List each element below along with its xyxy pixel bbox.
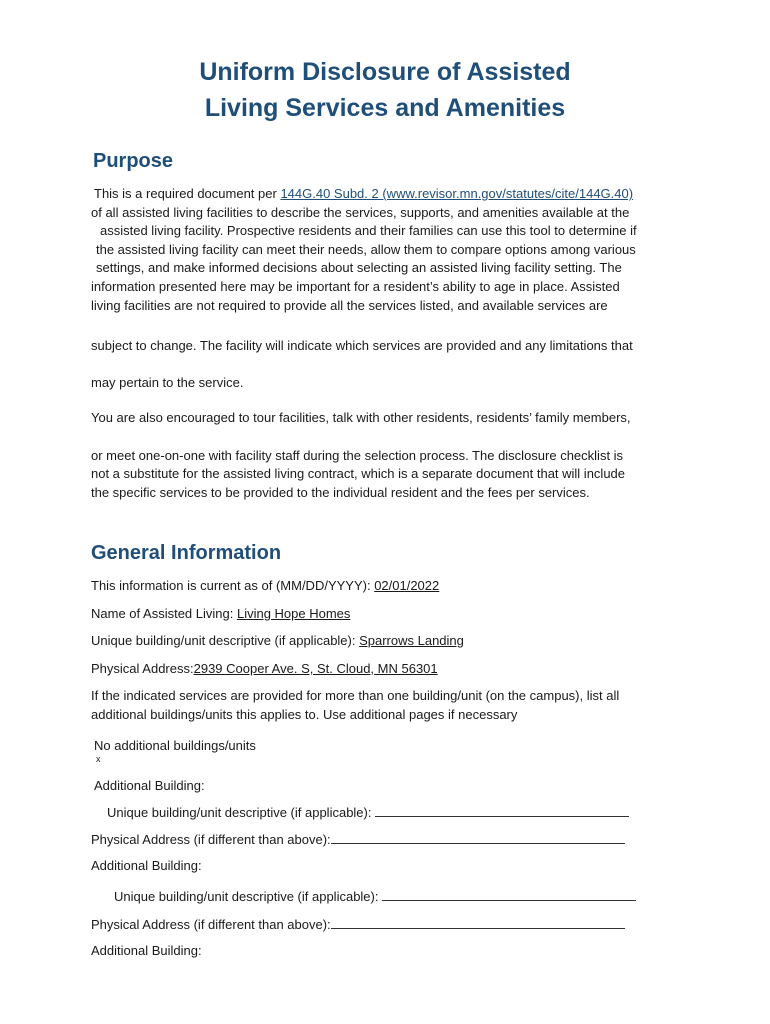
- physical-address-label: Physical Address:: [91, 661, 194, 676]
- purpose-heading: Purpose: [93, 150, 174, 172]
- document-title: [0, 54, 770, 126]
- title-line-1: Uniform Disclosure of Assisted: [199, 58, 571, 86]
- additional-unique-label: Unique building/unit descriptive (if applicable):: [114, 889, 383, 904]
- general-info-heading: General Information: [91, 542, 282, 564]
- physical-address-value: 2939 Cooper Ave. S, St. Cloud, MN 56301: [193, 661, 438, 676]
- purpose-line: assisted living facility. Prospective residents and their families can use this tool to determine if: [100, 223, 637, 238]
- facility-name-row: [91, 605, 350, 624]
- facility-name-label: Name of Assisted Living:: [91, 606, 237, 621]
- additional-address-label: Physical Address (if different than above):: [91, 832, 331, 847]
- unique-building-value: Sparrows Landing: [359, 633, 464, 648]
- additional-building-label: Additional Building:: [94, 778, 205, 793]
- facility-name-value: Living Hope Homes: [236, 606, 351, 621]
- purpose-line: information presented here may be important for a resident’s ability to age in place. Assisted: [91, 279, 620, 294]
- unique-building-label: Unique building/unit descriptive (if applicable):: [91, 633, 360, 648]
- purpose-intro-text: This is a required document per: [94, 186, 281, 201]
- statute-link[interactable]: 144G.40 Subd. 2 (www.revisor.mn.gov/statutes/cite/144G.40): [280, 186, 634, 201]
- additional-unique-row: [107, 803, 629, 823]
- purpose-line: may pertain to the service.: [91, 375, 244, 390]
- purpose-line: not a substitute for the assisted living contract, which is a separate document that will include: [91, 466, 626, 481]
- additional-unique-label: Unique building/unit descriptive (if applicable):: [107, 805, 376, 820]
- purpose-line: or meet one-on-one with facility staff during the selection process. The disclosure checklist is: [91, 448, 624, 463]
- purpose-line: living facilities are not required to provide all the services listed, and available services are: [91, 298, 608, 313]
- additional-unique-field[interactable]: [382, 887, 636, 901]
- additional-address-field[interactable]: [331, 915, 625, 929]
- additional-building-label: Additional Building:: [91, 858, 202, 873]
- current-as-of-label: This information is current as of (MM/DD/YYYY):: [91, 578, 375, 593]
- purpose-line: You are also encouraged to tour facilities, talk with other residents, residents’ family members,: [91, 410, 631, 425]
- purpose-line: settings, and make informed decisions about selecting an assisted living facility setting. The: [96, 260, 622, 275]
- additional-address-row: [91, 915, 625, 935]
- purpose-line: the assisted living facility can meet their needs, allow them to compare options among various: [96, 242, 636, 257]
- additional-address-label: Physical Address (if different than above):: [91, 917, 331, 932]
- additional-building-label: Additional Building:: [91, 943, 202, 958]
- additional-unique-row: [114, 887, 636, 907]
- no-additional-checkmark[interactable]: x: [96, 754, 101, 764]
- purpose-line-intro: [94, 185, 633, 204]
- physical-address-row: [91, 660, 438, 679]
- additional-address-row: [91, 830, 625, 850]
- multi-building-line: If the indicated services are provided for more than one building/unit (on the campus), list all: [91, 688, 620, 703]
- purpose-line: subject to change. The facility will indicate which services are provided and any limitations that: [91, 338, 633, 353]
- additional-unique-field[interactable]: [375, 803, 629, 817]
- purpose-line: of all assisted living facilities to describe the services, supports, and amenities available at the: [91, 205, 630, 220]
- purpose-line: the specific services to be provided to the individual resident and the fees per services.: [91, 485, 590, 500]
- no-additional-buildings-label: No additional buildings/units: [94, 738, 256, 753]
- current-as-of-row: [91, 577, 439, 596]
- additional-address-field[interactable]: [331, 830, 625, 844]
- title-line-2: Living Services and Amenities: [204, 94, 566, 122]
- unique-building-row: [91, 632, 464, 651]
- multi-building-line: additional buildings/units this applies to. Use additional pages if necessary: [91, 707, 518, 722]
- current-as-of-value: 02/01/2022: [374, 578, 440, 593]
